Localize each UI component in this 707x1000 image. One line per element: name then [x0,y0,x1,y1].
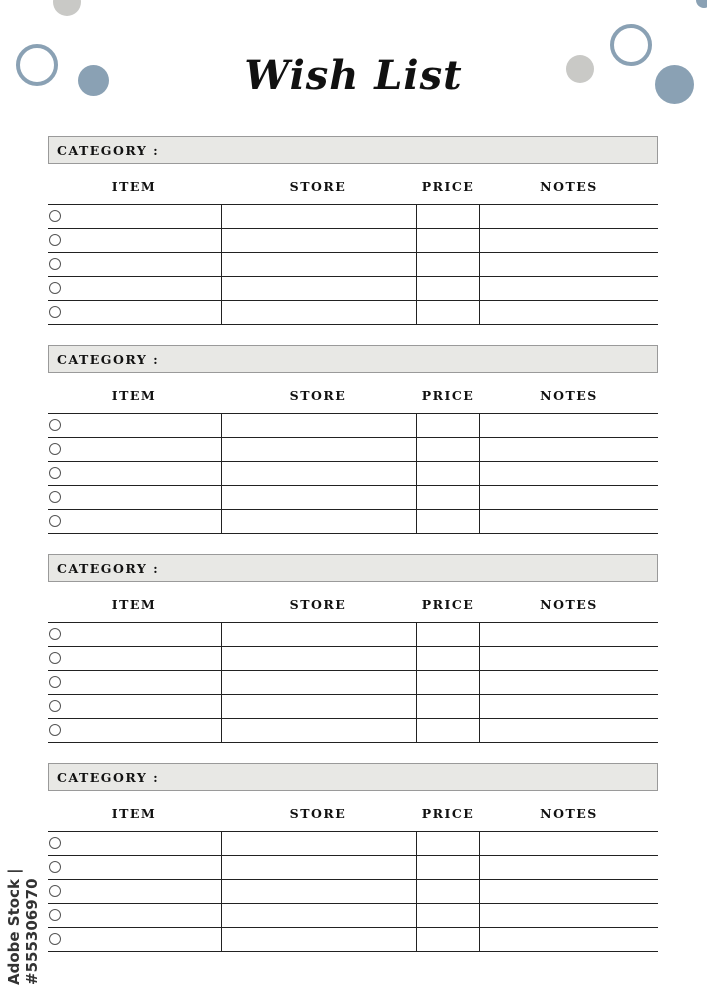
column-headers [48,373,658,413]
column-divider [221,486,222,509]
checkbox-circle-icon[interactable] [49,933,61,945]
column-divider [221,205,222,228]
column-divider [416,414,417,437]
column-divider [479,719,480,742]
column-headers [48,164,658,204]
column-divider [221,671,222,694]
column-headers [48,791,658,831]
column-divider [416,647,417,670]
column-divider [221,832,222,855]
checkbox-circle-icon[interactable] [49,282,61,294]
column-divider [416,301,417,324]
column-header-notes: NOTES [540,597,598,612]
table-row[interactable] [48,623,658,647]
category-field[interactable]: CATEGORY : [48,554,658,582]
checkbox-circle-icon[interactable] [49,676,61,688]
checkbox-circle-icon[interactable] [49,652,61,664]
column-divider [479,856,480,879]
column-header-notes: NOTES [540,388,598,403]
checkbox-circle-icon[interactable] [49,210,61,222]
table-row[interactable] [48,277,658,301]
column-divider [479,623,480,646]
table-row[interactable] [48,462,658,486]
column-divider [416,928,417,951]
column-divider [479,277,480,300]
checkbox-circle-icon[interactable] [49,419,61,431]
table-row[interactable] [48,695,658,719]
checkbox-circle-icon[interactable] [49,491,61,503]
column-divider [221,253,222,276]
column-divider [416,486,417,509]
page-title: Wish List [244,52,463,99]
column-header-notes: NOTES [540,806,598,821]
item-table [48,622,658,743]
column-divider [416,695,417,718]
column-divider [479,414,480,437]
column-header-store: STORE [289,597,347,612]
table-row[interactable] [48,647,658,671]
column-header-price: PRICE [421,597,475,612]
column-divider [479,647,480,670]
table-row[interactable] [48,928,658,952]
table-row[interactable] [48,856,658,880]
column-divider [416,253,417,276]
column-divider [221,623,222,646]
category-field[interactable]: CATEGORY : [48,136,658,164]
checkbox-circle-icon[interactable] [49,306,61,318]
column-divider [221,301,222,324]
column-divider [479,928,480,951]
wishlist-section [48,136,658,325]
table-row[interactable] [48,904,658,928]
column-divider [416,832,417,855]
column-divider [479,462,480,485]
item-table [48,204,658,325]
decor-circle-edge-right [696,0,707,8]
column-header-item: ITEM [111,179,157,194]
category-field[interactable]: CATEGORY : [48,345,658,373]
stock-watermark: Adobe Stock | #555306970 [5,868,41,985]
column-divider [479,438,480,461]
column-divider [479,832,480,855]
column-divider [479,671,480,694]
category-field[interactable]: CATEGORY : [48,763,658,791]
column-divider [416,510,417,533]
column-header-item: ITEM [111,806,157,821]
column-header-item: ITEM [111,388,157,403]
table-row[interactable] [48,486,658,510]
checkbox-circle-icon[interactable] [49,258,61,270]
column-divider [416,880,417,903]
table-row[interactable] [48,414,658,438]
column-divider [221,510,222,533]
column-header-price: PRICE [421,806,475,821]
column-divider [221,880,222,903]
column-divider [221,695,222,718]
wishlist-section [48,763,658,952]
checkbox-circle-icon[interactable] [49,724,61,736]
column-divider [416,229,417,252]
table-row[interactable] [48,205,658,229]
wishlist-section [48,345,658,534]
table-row[interactable] [48,510,658,534]
column-header-price: PRICE [421,179,475,194]
column-headers [48,582,658,622]
table-row[interactable] [48,438,658,462]
column-divider [221,719,222,742]
checkbox-circle-icon[interactable] [49,909,61,921]
column-divider [221,414,222,437]
column-divider [416,904,417,927]
column-divider [416,719,417,742]
column-header-item: ITEM [111,597,157,612]
column-divider [479,904,480,927]
table-row[interactable] [48,229,658,253]
column-divider [416,856,417,879]
column-divider [416,205,417,228]
checkbox-circle-icon[interactable] [49,837,61,849]
checkbox-circle-icon[interactable] [49,628,61,640]
column-header-store: STORE [289,806,347,821]
column-divider [479,253,480,276]
column-divider [479,205,480,228]
checkbox-circle-icon[interactable] [49,885,61,897]
wishlist-section [48,554,658,743]
column-divider [416,623,417,646]
column-header-store: STORE [289,179,347,194]
column-divider [479,880,480,903]
column-divider [221,856,222,879]
column-divider [221,277,222,300]
column-divider [479,229,480,252]
checkbox-circle-icon[interactable] [49,700,61,712]
column-header-price: PRICE [421,388,475,403]
item-table [48,413,658,534]
column-divider [221,229,222,252]
column-divider [221,462,222,485]
column-divider [416,462,417,485]
column-divider [479,486,480,509]
checkbox-circle-icon[interactable] [49,515,61,527]
column-divider [221,928,222,951]
checkbox-circle-icon[interactable] [49,861,61,873]
column-divider [221,647,222,670]
column-divider [416,277,417,300]
checkbox-circle-icon[interactable] [49,443,61,455]
checkbox-circle-icon[interactable] [49,234,61,246]
table-row[interactable] [48,253,658,277]
column-header-store: STORE [289,388,347,403]
checkbox-circle-icon[interactable] [49,467,61,479]
table-row[interactable] [48,880,658,904]
column-header-notes: NOTES [540,179,598,194]
column-divider [479,510,480,533]
item-table [48,831,658,952]
column-divider [479,695,480,718]
table-row[interactable] [48,301,658,325]
decor-circle-grey-top [53,0,81,16]
table-row[interactable] [48,719,658,743]
column-divider [221,438,222,461]
column-divider [221,904,222,927]
column-divider [479,301,480,324]
column-divider [416,438,417,461]
table-row[interactable] [48,671,658,695]
column-divider [416,671,417,694]
table-row[interactable] [48,832,658,856]
